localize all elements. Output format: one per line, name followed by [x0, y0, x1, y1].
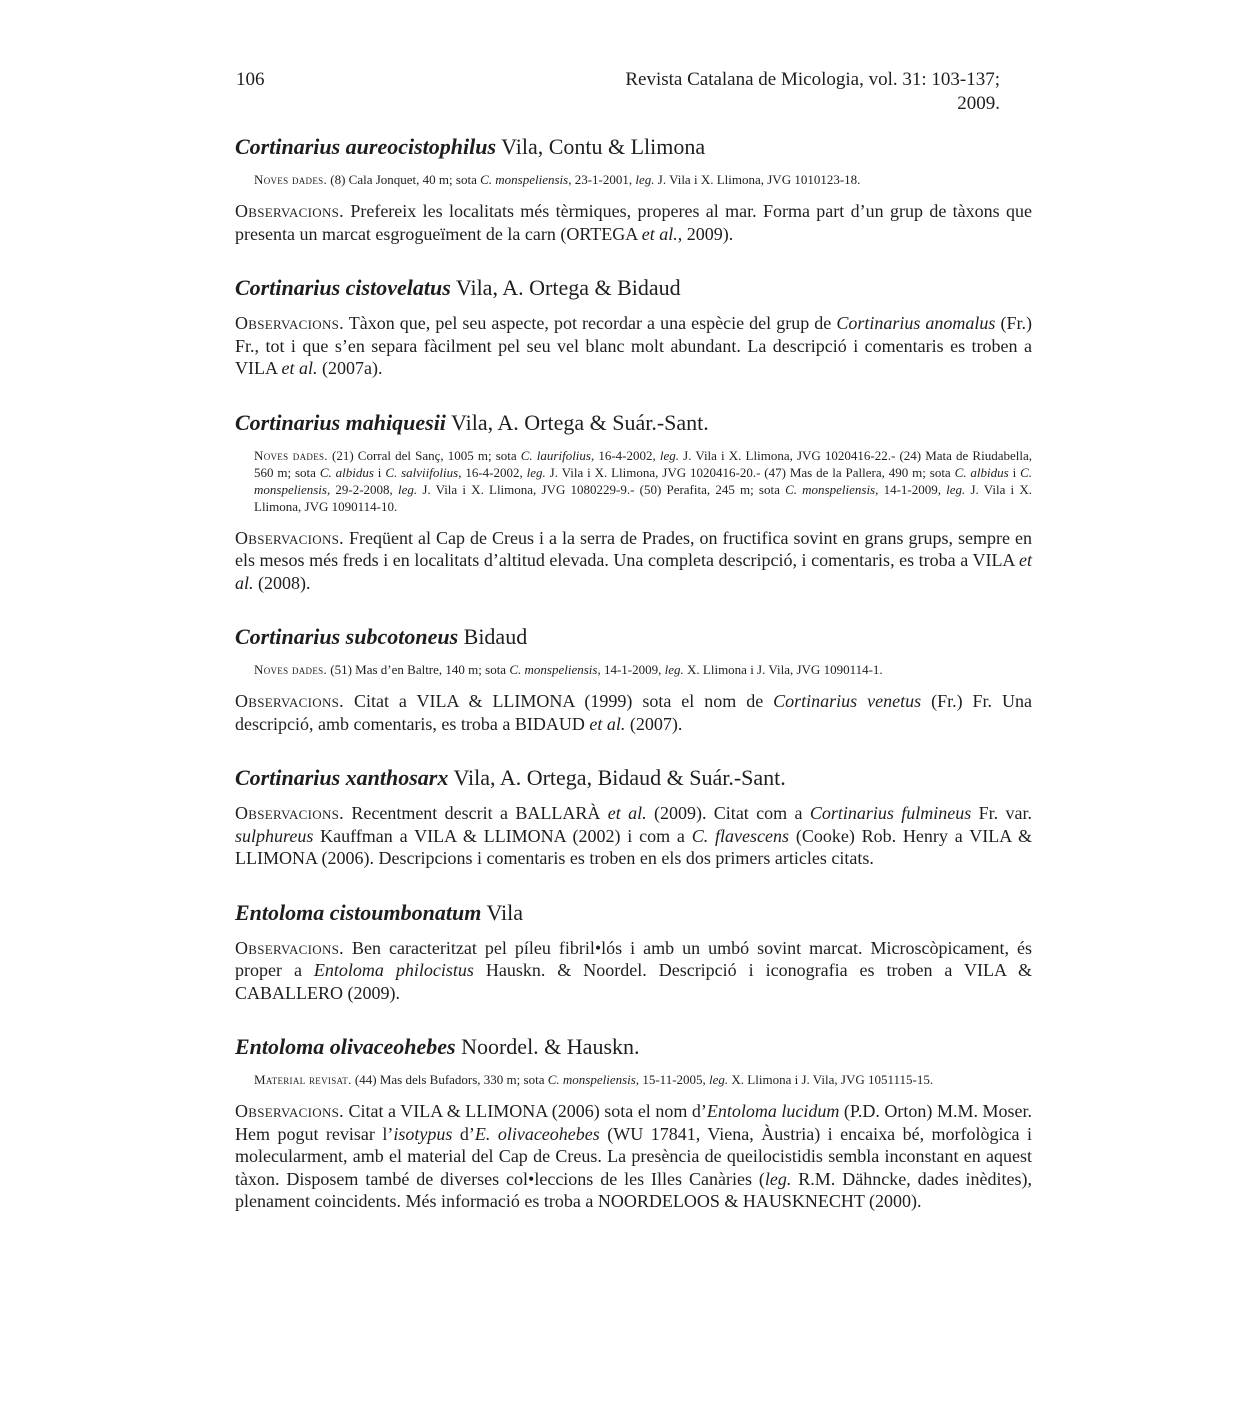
text: (21) Corral del Sanç, 1005 m; sota	[327, 447, 521, 463]
species-name: Entoloma cistoumbonatum	[235, 899, 482, 925]
section-label: Observacions.	[235, 201, 344, 221]
text: Tàxon que, pel seu aspecte, pot recordar a una espècie del grup de	[343, 313, 837, 333]
text: i	[1008, 464, 1021, 480]
section-label: Observacions.	[235, 313, 344, 333]
section-label: Observacions.	[235, 1101, 344, 1121]
italic-text: Cortinarius anomalus	[836, 313, 996, 333]
species-entry	[235, 623, 1032, 735]
species-entry	[235, 274, 1032, 380]
text: (Fr.) Fr. Una descripció, amb comentaris, es troba a BIDAUD	[235, 691, 1033, 734]
section-label: Observacions.	[235, 691, 344, 711]
text: , 29-2-2008,	[326, 481, 398, 497]
text: (P.D. Orton) M.M. Moser. Hem pogut revisar l’	[235, 1101, 1032, 1144]
italic-text: C. laurifolius	[520, 447, 591, 463]
italic-text: C. monspeliensis	[547, 1072, 636, 1087]
text: R.M. Dähncke, dades inèdites), plenament coincidents. Més informació es troba a NOORDELOOS & HAUSKNECHT (2000).	[235, 1168, 1032, 1211]
italic-text: C. albidus	[954, 464, 1009, 480]
section-label: Observacions.	[235, 803, 344, 823]
italic-text: Cortinarius venetus	[773, 691, 922, 711]
text: Hauskn. & Noordel. Descripció i iconografia es troben a VILA & CABALLERO (2009).	[235, 960, 1033, 1003]
text: J. Vila i X. Llimona, JVG 1020416-20.- (47) Mas de la Pallera, 490 m; sota	[545, 464, 955, 480]
text: , 15-11-2005,	[635, 1072, 710, 1087]
italic-text: et al.	[607, 803, 647, 823]
species-authority: Bidaud	[458, 624, 528, 649]
species-authority: Vila	[481, 899, 524, 925]
species-entry	[235, 133, 1032, 245]
text: , 14-1-2009,	[597, 662, 665, 677]
text: i	[373, 464, 386, 480]
text: d’	[452, 1123, 475, 1144]
text: (2007a).	[317, 358, 383, 378]
italic-text: leg.	[664, 662, 684, 677]
species-title	[235, 274, 1032, 302]
section-label: Noves dades.	[254, 447, 328, 463]
species-title	[235, 1033, 1032, 1061]
species-title	[235, 409, 1032, 437]
italic-text: C. monspeliensis	[785, 481, 876, 497]
text: Kauffman a VILA & LLIMONA (2002) i com a	[313, 825, 692, 846]
species-title	[235, 133, 1032, 161]
new-data-paragraph	[254, 661, 1032, 678]
italic-text: C. flavescens	[691, 825, 790, 846]
material-paragraph	[254, 1071, 1032, 1088]
text: (Fr.) Fr., tot i que s’en separa fàcilment pel seu vel blanc molt abundant. La descripció i comentaris es troben a VILA	[235, 313, 1033, 378]
text: X. Llimona i J. Vila, JVG 1090114-1.	[683, 662, 883, 677]
italic-text: E. olivaceohebes	[474, 1123, 600, 1144]
text: X. Llimona i J. Vila, JVG 1051115-15.	[728, 1072, 934, 1087]
species-authority: Vila, Contu & Llimona	[496, 134, 706, 159]
text: (2009). Citat com a	[646, 803, 810, 823]
species-entry	[235, 409, 1032, 595]
text: Citat a VILA & LLIMONA (1999) sota el nom de	[343, 691, 774, 711]
species-title	[235, 764, 1032, 792]
section-label: Observacions.	[235, 527, 344, 548]
italic-text: C. monspeliensis	[480, 172, 569, 187]
italic-text: leg.	[709, 1072, 729, 1087]
species-name: Cortinarius aureocistophilus	[235, 134, 497, 159]
text: Fr. var.	[971, 803, 1032, 823]
text: J. Vila i X. Llimona, JVG 1090114-10.	[254, 481, 1032, 514]
text: Ben caracteritzat pel píleu fibril•lós i amb un umbó sovint marcat. Microscòpicament, és proper a	[235, 937, 1032, 980]
italic-text: et al.	[235, 550, 1032, 593]
text: , 16-4-2002,	[590, 447, 660, 463]
italic-text: Entoloma philocistus	[313, 960, 474, 980]
italic-text: et al.	[281, 358, 318, 378]
italic-text: C. monspeliensis	[254, 464, 1032, 497]
text: (8) Cala Jonquet, 40 m; sota	[327, 172, 481, 187]
new-data-paragraph	[254, 171, 1032, 188]
italic-text: C. monspeliensis	[509, 662, 598, 677]
text: , 2009).	[677, 223, 734, 244]
species-name: Cortinarius cistovelatus	[235, 275, 451, 300]
text: (51) Mas d’en Baltre, 140 m; sota	[327, 662, 510, 677]
italic-text: leg.	[946, 481, 966, 497]
species-name: Cortinarius mahiquesii	[235, 409, 446, 435]
text: J. Vila i X. Llimona, JVG 1080229-9.- (50) Perafita, 245 m; sota	[417, 481, 786, 497]
text: , 23-1-2001,	[568, 172, 636, 187]
italic-text: et al.	[641, 223, 678, 244]
species-authority: Vila, A. Ortega, Bidaud & Suár.-Sant.	[448, 765, 786, 790]
text: Citat a VILA & LLIMONA (2006) sota el nom d’	[343, 1101, 707, 1121]
species-name: Entoloma olivaceohebes	[235, 1034, 456, 1059]
text: Recentment descrit a BALLARÀ	[343, 803, 608, 823]
italic-text: et al.	[589, 713, 626, 734]
italic-text: sulphureus	[235, 825, 314, 846]
species-entry	[235, 899, 1032, 1005]
species-entry	[235, 764, 1032, 870]
observations-paragraph	[235, 802, 1032, 870]
observations-paragraph	[235, 1100, 1032, 1213]
article-body	[235, 133, 1032, 1242]
species-authority: Vila, A. Ortega & Suár.-Sant.	[445, 409, 709, 435]
text: (2008).	[253, 572, 311, 593]
text: Freqüent al Cap de Creus i a la serra de Prades, on fructifica sovint en grans grups, sempre en els mesos més freds i en localitats d’altitud elevada. Una completa descripció, i comentaris, es troba a VILA	[235, 527, 1032, 570]
section-label: Material revisat.	[254, 1072, 352, 1087]
species-authority: Noordel. & Hauskn.	[455, 1034, 640, 1059]
italic-text: leg.	[526, 464, 546, 480]
italic-text: leg.	[659, 447, 680, 463]
section-label: Noves dades.	[254, 172, 327, 187]
italic-text: Cortinarius fulmineus	[809, 803, 972, 823]
running-header: Revista Catalana de Micologia, vol. 31: 103-137; 2009.	[625, 69, 1000, 114]
italic-text: C. albidus	[319, 464, 374, 480]
italic-text: leg.	[398, 481, 418, 497]
text: Prefereix les localitats més tèrmiques, properes al mar. Forma part d’un grup de tàxons que presenta un marcat esgrogueïment de la carn (ORTEGA	[235, 201, 1032, 244]
species-entry	[235, 1033, 1032, 1213]
new-data-paragraph	[254, 447, 1032, 515]
observations-paragraph	[235, 690, 1032, 735]
text: , 14-1-2009,	[875, 481, 947, 497]
observations-paragraph	[235, 312, 1032, 380]
italic-text: leg.	[635, 172, 655, 187]
section-label: Observacions.	[235, 937, 344, 958]
observations-paragraph	[235, 937, 1032, 1005]
text: , 16-4-2002,	[458, 464, 527, 480]
species-title	[235, 899, 1032, 927]
text: (WU 17841, Viena, Àustria) i encaixa bé, morfològica i molecularment, amb el material del Cap de Creus. La presència de queilocistidis sembla inconstant en aquest tàxon. Disposem també de diverses col•leccions de les Illes Canàries (	[235, 1123, 1032, 1189]
section-label: Noves dades.	[254, 662, 327, 677]
species-authority: Vila, A. Ortega & Bidaud	[450, 275, 681, 300]
text: J. Vila i X. Llimona, JVG 1010123-18.	[654, 172, 861, 187]
species-title	[235, 623, 1032, 651]
observations-paragraph	[235, 200, 1032, 245]
text: (2007).	[625, 713, 683, 734]
species-name: Cortinarius subcotoneus	[235, 624, 459, 649]
italic-text: isotypus	[393, 1123, 453, 1144]
text: (Cooke) Rob. Henry a VILA & LLIMONA (2006). Descripcions i comentaris es troben en els dos primers articles citats.	[235, 825, 1033, 868]
italic-text: C. salviifolius	[385, 464, 459, 480]
italic-text: leg.	[764, 1168, 792, 1189]
text: (44) Mas dels Bufadors, 330 m; sota	[351, 1072, 548, 1087]
italic-text: Entoloma lucidum	[706, 1101, 840, 1121]
page-number: 106	[236, 69, 265, 90]
text: J. Vila i X. Llimona, JVG 1020416-22.- (24) Mata de Riudabella, 560 m; sota	[254, 447, 1033, 480]
species-name: Cortinarius xanthosarx	[235, 765, 449, 790]
observations-paragraph	[235, 527, 1032, 595]
